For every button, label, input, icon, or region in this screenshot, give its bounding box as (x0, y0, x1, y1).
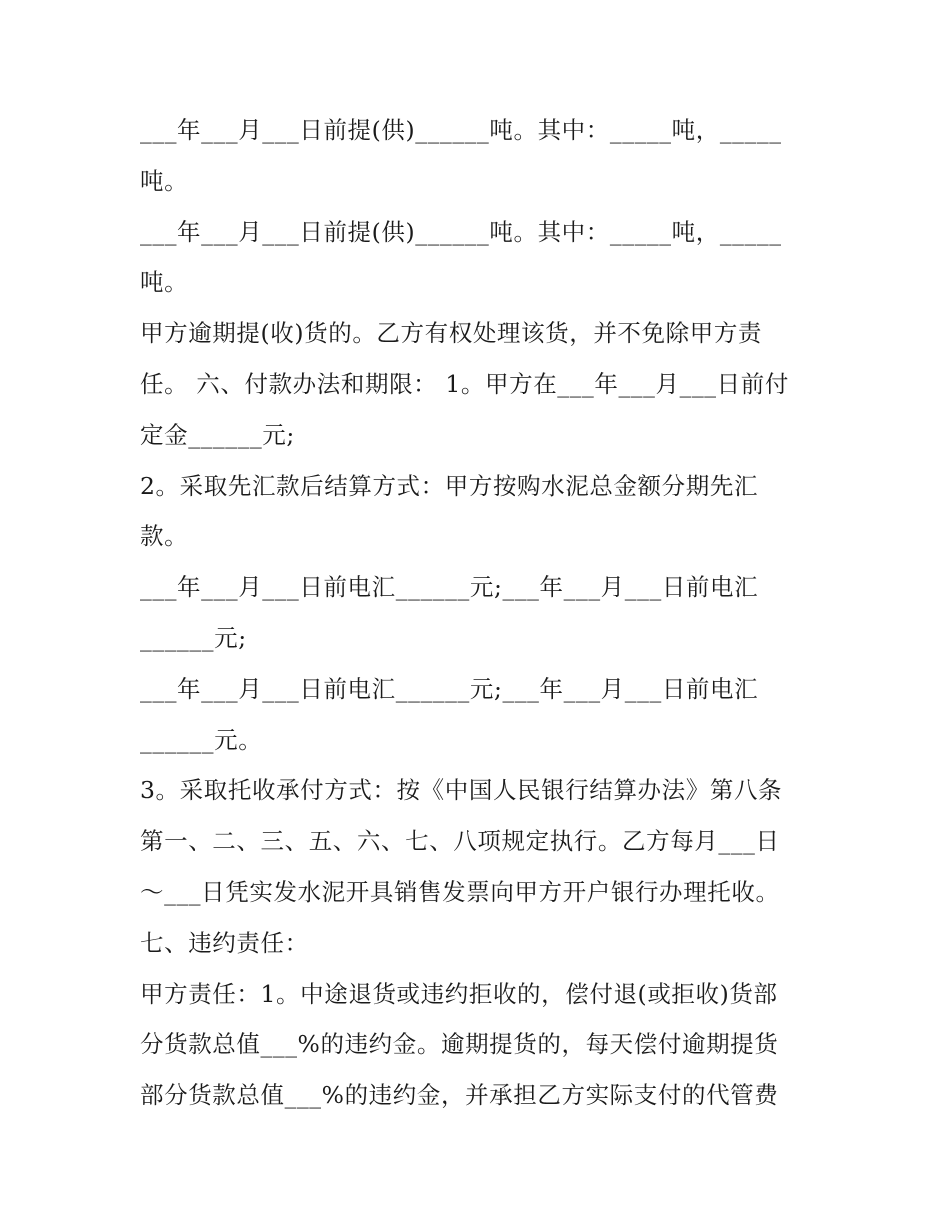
text-line: 款。 (140, 522, 189, 551)
text-line: ～___日凭实发水泥开具销售发票向甲方开户银行办理托收。 (140, 877, 780, 906)
text-line: ______元; (140, 623, 247, 652)
text-line: 第一、二、三、五、六、七、八项规定执行。乙方每月___日 (140, 827, 780, 856)
text-line: 甲方逾期提(收)货的。乙方有权处理该货，并不免除甲方责 (140, 319, 763, 348)
text-line: ___年___月___日前电汇______元;___年___月___日前电汇 (140, 573, 759, 602)
text-line: ___年___月___日前提(供)______吨。其中：_____吨，_____ (140, 116, 782, 144)
document-body (140, 105, 820, 1121)
section-heading: 七、违约责任： (140, 928, 309, 957)
text-line: ______元。 (140, 725, 263, 754)
text-line: 分货款总值___%的违约金。逾期提货的，每天偿付逾期提货 (140, 1030, 779, 1059)
text-line: 吨。 (140, 166, 189, 195)
text-line: 部分货款总值___%的违约金，并承担乙方实际支付的代管费 (140, 1081, 779, 1110)
text-line: ___年___月___日前提(供)______吨。其中：_____吨，_____ (140, 217, 782, 246)
text-line: 3。采取托收承付方式：按《中国人民银行结算办法》第八条 (140, 776, 783, 805)
text-line: ___年___月___日前电汇______元;___年___月___日前电汇 (140, 674, 759, 703)
text-line: 甲方责任：1。中途退货或违约拒收的，偿付退(或拒收)货部 (140, 979, 778, 1008)
text-line: 任。 六、付款办法和期限： 1。甲方在___年___月___日前付 (140, 369, 789, 398)
text-line: 2。采取先汇款后结算方式：甲方按购水泥总金额分期先汇 (140, 471, 759, 500)
text-line: 吨。 (140, 268, 189, 297)
text-line: 定金______元; (140, 420, 295, 449)
